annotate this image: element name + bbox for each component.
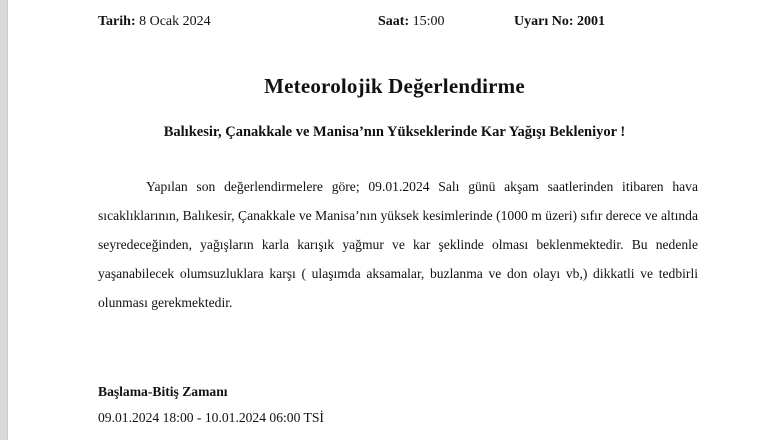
time-field	[378, 14, 445, 30]
date-label: Tarih:	[98, 14, 136, 29]
document-subtitle: Balıkesir, Çanakkale ve Manisa’nın Yükseklerinde Kar Yağışı Bekleniyor !	[163, 124, 626, 140]
date-field	[98, 14, 211, 30]
document-title: Meteorolojik Değerlendirme	[264, 74, 525, 98]
period-value: 09.01.2024 18:00 - 10.01.2024 06:00 TSİ	[98, 410, 324, 425]
document-header	[98, 14, 721, 34]
time-value: 15:00	[412, 14, 445, 29]
document-page	[7, 0, 780, 440]
period-label: Başlama-Bitiş Zamanı	[98, 384, 228, 399]
warning-number-value: 2001	[577, 14, 605, 29]
warning-number-label: Uyarı No:	[514, 14, 574, 29]
warning-number-field	[514, 14, 605, 30]
date-value: 8 Ocak 2024	[139, 14, 211, 29]
body-paragraph: Yapılan son değerlendirmelere göre; 09.01.2024 Salı günü akşam saatlerinden itibaren hava sıcaklıklarının, Balıkesir, Çanakkale ve Manisa’nın yüksek kesimlerinde (1000 m üzeri) sıfır derece ve altında seyredeceğinden, yağışların karla karışık yağmur ve kar şeklinde olması beklenmektedir. Bu nedenle yaşanabilecek olumsuzluklara karşı ( ulaşımda aksamalar, buzlanma ve don olayı vb,) dikkatli ve tedbirli olunması gerekmektedir.	[98, 179, 698, 310]
time-label: Saat:	[378, 14, 410, 29]
